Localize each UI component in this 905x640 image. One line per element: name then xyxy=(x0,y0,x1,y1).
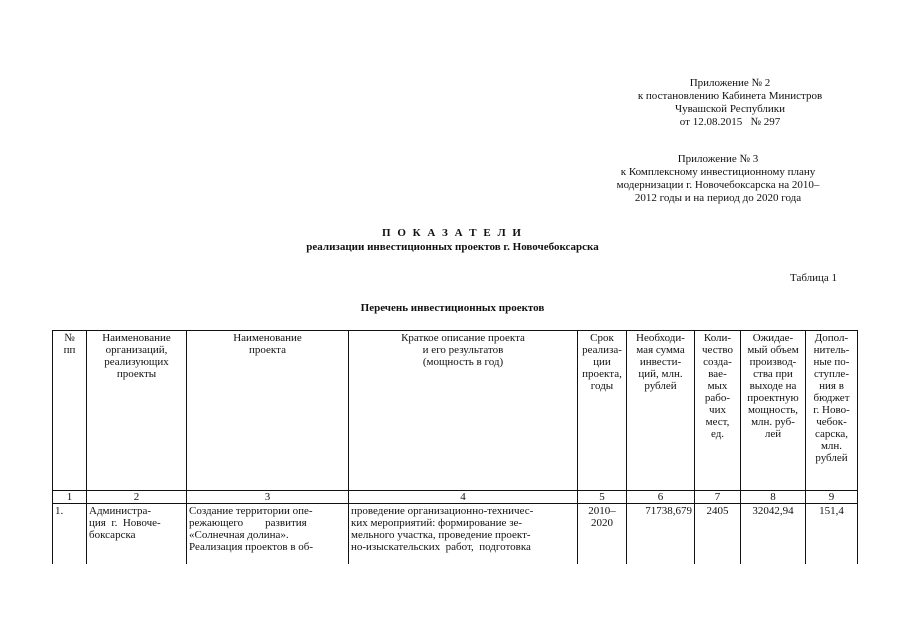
header-line: (мощность в год) xyxy=(422,356,504,368)
header-line: бюджет xyxy=(813,392,850,404)
header-cell xyxy=(87,331,187,491)
header-line: Коли- xyxy=(703,332,732,344)
header-line: Наименование xyxy=(102,332,171,344)
header-line: Ожидае- xyxy=(752,332,794,344)
header-cell xyxy=(187,331,349,491)
header-line: Наименование xyxy=(233,332,302,344)
cell-line: боксарска xyxy=(89,529,136,541)
header-line: проекта xyxy=(249,344,286,356)
appendix-2-line: к постановлению Кабинета Министров xyxy=(637,90,823,102)
investment-cell: 71738,679 xyxy=(627,504,695,564)
column-number-cell: 9 xyxy=(806,491,858,504)
header-line: реализующих xyxy=(104,356,169,368)
cell-line: Администра- xyxy=(89,505,152,517)
column-number-cell: 8 xyxy=(741,491,806,504)
header-cell xyxy=(53,331,87,491)
header-line: чебок- xyxy=(816,416,847,428)
column-number-row xyxy=(53,491,858,504)
header-line: сарска, xyxy=(814,428,849,440)
header-line: лей xyxy=(764,428,782,440)
header-line: рублей xyxy=(644,380,677,392)
header-line: Краткое описание проекта xyxy=(401,332,525,344)
investment-projects-table xyxy=(52,330,858,564)
header-line: г. Ново- xyxy=(813,404,850,416)
appendix-3-line: 2012 годы и на период до 2020 года xyxy=(634,192,802,204)
header-line: ные по- xyxy=(813,356,850,368)
cell-line: проведение организационно-техничес- xyxy=(351,505,534,517)
cell-line: Реализация проектов в об- xyxy=(189,541,314,553)
header-cell xyxy=(627,331,695,491)
appendix-3-line: Приложение № 3 xyxy=(677,153,759,165)
table-header-row xyxy=(53,331,858,491)
appendix-2-line: Чувашской Республики xyxy=(674,103,786,115)
header-line: проекта, xyxy=(582,368,622,380)
header-line: выходе на xyxy=(749,380,797,392)
cell-line: ция г. Новоче- xyxy=(89,517,161,529)
header-line: вае- xyxy=(708,368,727,380)
cell-line: 2010– xyxy=(588,505,616,517)
document-heading: П О К А З А Т Е Л И xyxy=(382,227,523,239)
cell-line: но-изыскательских работ, подготовка xyxy=(351,541,531,553)
header-line: ступле- xyxy=(814,368,849,380)
header-line: Допол- xyxy=(814,332,849,344)
header-line: проектную xyxy=(747,392,799,404)
header-line: рублей xyxy=(815,452,848,464)
column-number-cell: 1 xyxy=(53,491,87,504)
description-cell xyxy=(349,504,578,564)
appendix-3-block xyxy=(588,153,848,205)
header-line: чество xyxy=(702,344,733,356)
header-line: годы xyxy=(590,380,614,392)
header-cell xyxy=(349,331,578,491)
header-line: мощность, xyxy=(747,404,799,416)
cell-line: режающего развития xyxy=(189,517,307,529)
header-line: ед. xyxy=(710,428,725,440)
header-line: млн. руб- xyxy=(751,416,795,428)
header-line: созда- xyxy=(703,356,732,368)
header-line: проекты xyxy=(116,368,157,380)
header-line: реализа- xyxy=(582,344,622,356)
header-line: мых xyxy=(707,380,728,392)
column-number-cell: 2 xyxy=(87,491,187,504)
appendix-3-line: модернизации г. Новочебоксарска на 2010– xyxy=(616,179,820,191)
header-line: производ- xyxy=(749,356,797,368)
cell-line: «Солнечная долина». xyxy=(189,529,289,541)
header-cell xyxy=(695,331,741,491)
header-line: пп xyxy=(63,344,76,356)
header-line: чих xyxy=(709,404,726,416)
project-name-cell xyxy=(187,504,349,564)
column-number-cell: 5 xyxy=(578,491,627,504)
column-number-cell: 3 xyxy=(187,491,349,504)
table-row xyxy=(53,504,858,564)
header-line: и его результатов xyxy=(422,344,504,356)
cell-line: ких мероприятий: формирование зе- xyxy=(351,517,523,529)
header-line: организаций, xyxy=(105,344,168,356)
header-line: ции xyxy=(593,356,611,368)
header-cell xyxy=(741,331,806,491)
header-cell xyxy=(806,331,858,491)
header-line: ства при xyxy=(753,368,793,380)
header-line: рабо- xyxy=(704,392,731,404)
table-title: Перечень инвестиционных проектов xyxy=(360,302,545,314)
document-subheading: реализации инвестиционных проектов г. Новочебоксарска xyxy=(306,241,599,253)
header-line: Срок xyxy=(590,332,614,344)
appendix-2-line: от 12.08.2015 № 297 xyxy=(679,116,781,128)
cell-line: Создание территории опе- xyxy=(189,505,313,517)
budget-cell: 151,4 xyxy=(806,504,858,564)
column-number-cell: 4 xyxy=(349,491,578,504)
header-line: ния в xyxy=(819,380,844,392)
header-line: инвести- xyxy=(639,356,682,368)
appendix-2-block xyxy=(605,77,855,129)
cell-line: мельного участка, проведение проект- xyxy=(351,529,531,541)
organization-cell xyxy=(87,504,187,564)
column-number-cell: 7 xyxy=(695,491,741,504)
header-line: мый объем xyxy=(747,344,799,356)
header-line: ций, млн. xyxy=(638,368,683,380)
header-line: мая сумма xyxy=(636,344,685,356)
appendix-2-line: Приложение № 2 xyxy=(689,77,771,89)
output-cell: 32042,94 xyxy=(741,504,806,564)
cell-line: 2020 xyxy=(591,517,613,529)
column-number-cell: 6 xyxy=(627,491,695,504)
table-number-label: Таблица 1 xyxy=(790,272,838,284)
appendix-3-line: к Комплексному инвестиционному плану xyxy=(620,166,816,178)
period-cell xyxy=(578,504,627,564)
header-line: Необходи- xyxy=(636,332,685,344)
row-number-cell: 1. xyxy=(53,504,87,564)
header-line: млн. xyxy=(820,440,843,452)
header-line: № xyxy=(64,332,75,344)
header-line: нитель- xyxy=(813,344,850,356)
header-line: мест, xyxy=(705,416,730,428)
jobs-cell: 2405 xyxy=(695,504,741,564)
header-cell xyxy=(578,331,627,491)
